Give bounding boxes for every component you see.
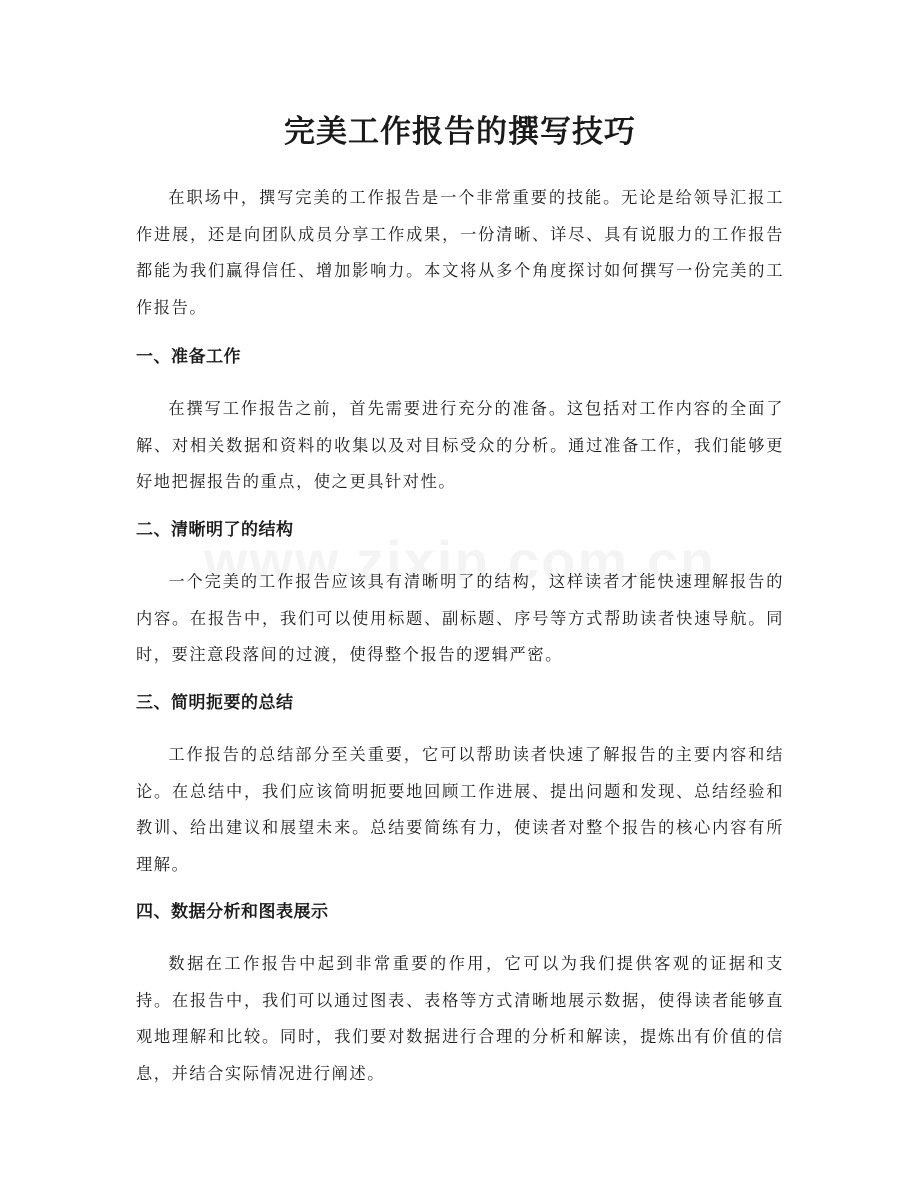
section-body-structure: 一个完美的工作报告应该具有清晰明了的结构，这样读者才能快速理解报告的内容。在报告中，我们可以使用标题、副标题、序号等方式帮助读者快速导航。同时，要注意段落间的过渡，使得整个报告的逻辑严密。 bbox=[136, 572, 784, 664]
section-body-summary: 工作报告的总结部分至关重要，它可以帮助读者快速了解报告的主要内容和结论。在总结中，我们应该简明扼要地回顾工作进展、提出问题和发现、总结经验和教训、给出建议和展望未来。总结要简练有力，使读者对整个报告的核心内容有所理解。 bbox=[136, 745, 784, 874]
intro-paragraph: 在职场中，撰写完美的工作报告是一个非常重要的技能。无论是给领导汇报工作进展，还是向团队成员分享工作成果，一份清晰、详尽、具有说服力的工作报告都能为我们赢得信任、增加影响力。本文将从多个角度探讨如何撰写一份完美的工作报告。 bbox=[136, 188, 784, 317]
section-heading-preparation: 一、准备工作 bbox=[136, 347, 241, 367]
document-title: 完美工作报告的撰写技巧 bbox=[284, 114, 636, 150]
section-heading-structure: 二、清晰明了的结构 bbox=[136, 520, 294, 540]
section-heading-data-analysis: 四、数据分析和图表展示 bbox=[136, 902, 329, 922]
section-heading-summary: 三、简明扼要的总结 bbox=[136, 693, 294, 713]
section-body-preparation: 在撰写工作报告之前，首先需要进行充分的准备。这包括对工作内容的全面了解、对相关数据和资料的收集以及对目标受众的分析。通过准备工作，我们能够更好地把握报告的重点，使之更具针对性。 bbox=[136, 399, 784, 491]
section-body-data-analysis: 数据在工作报告中起到非常重要的作用，它可以为我们提供客观的证据和支持。在报告中，我们可以通过图表、表格等方式清晰地展示数据，使得读者能够直观地理解和比较。同时，我们要对数据进行合理的分析和解读，提炼出有价值的信息，并结合实际情况进行阐述。 bbox=[136, 954, 784, 1083]
